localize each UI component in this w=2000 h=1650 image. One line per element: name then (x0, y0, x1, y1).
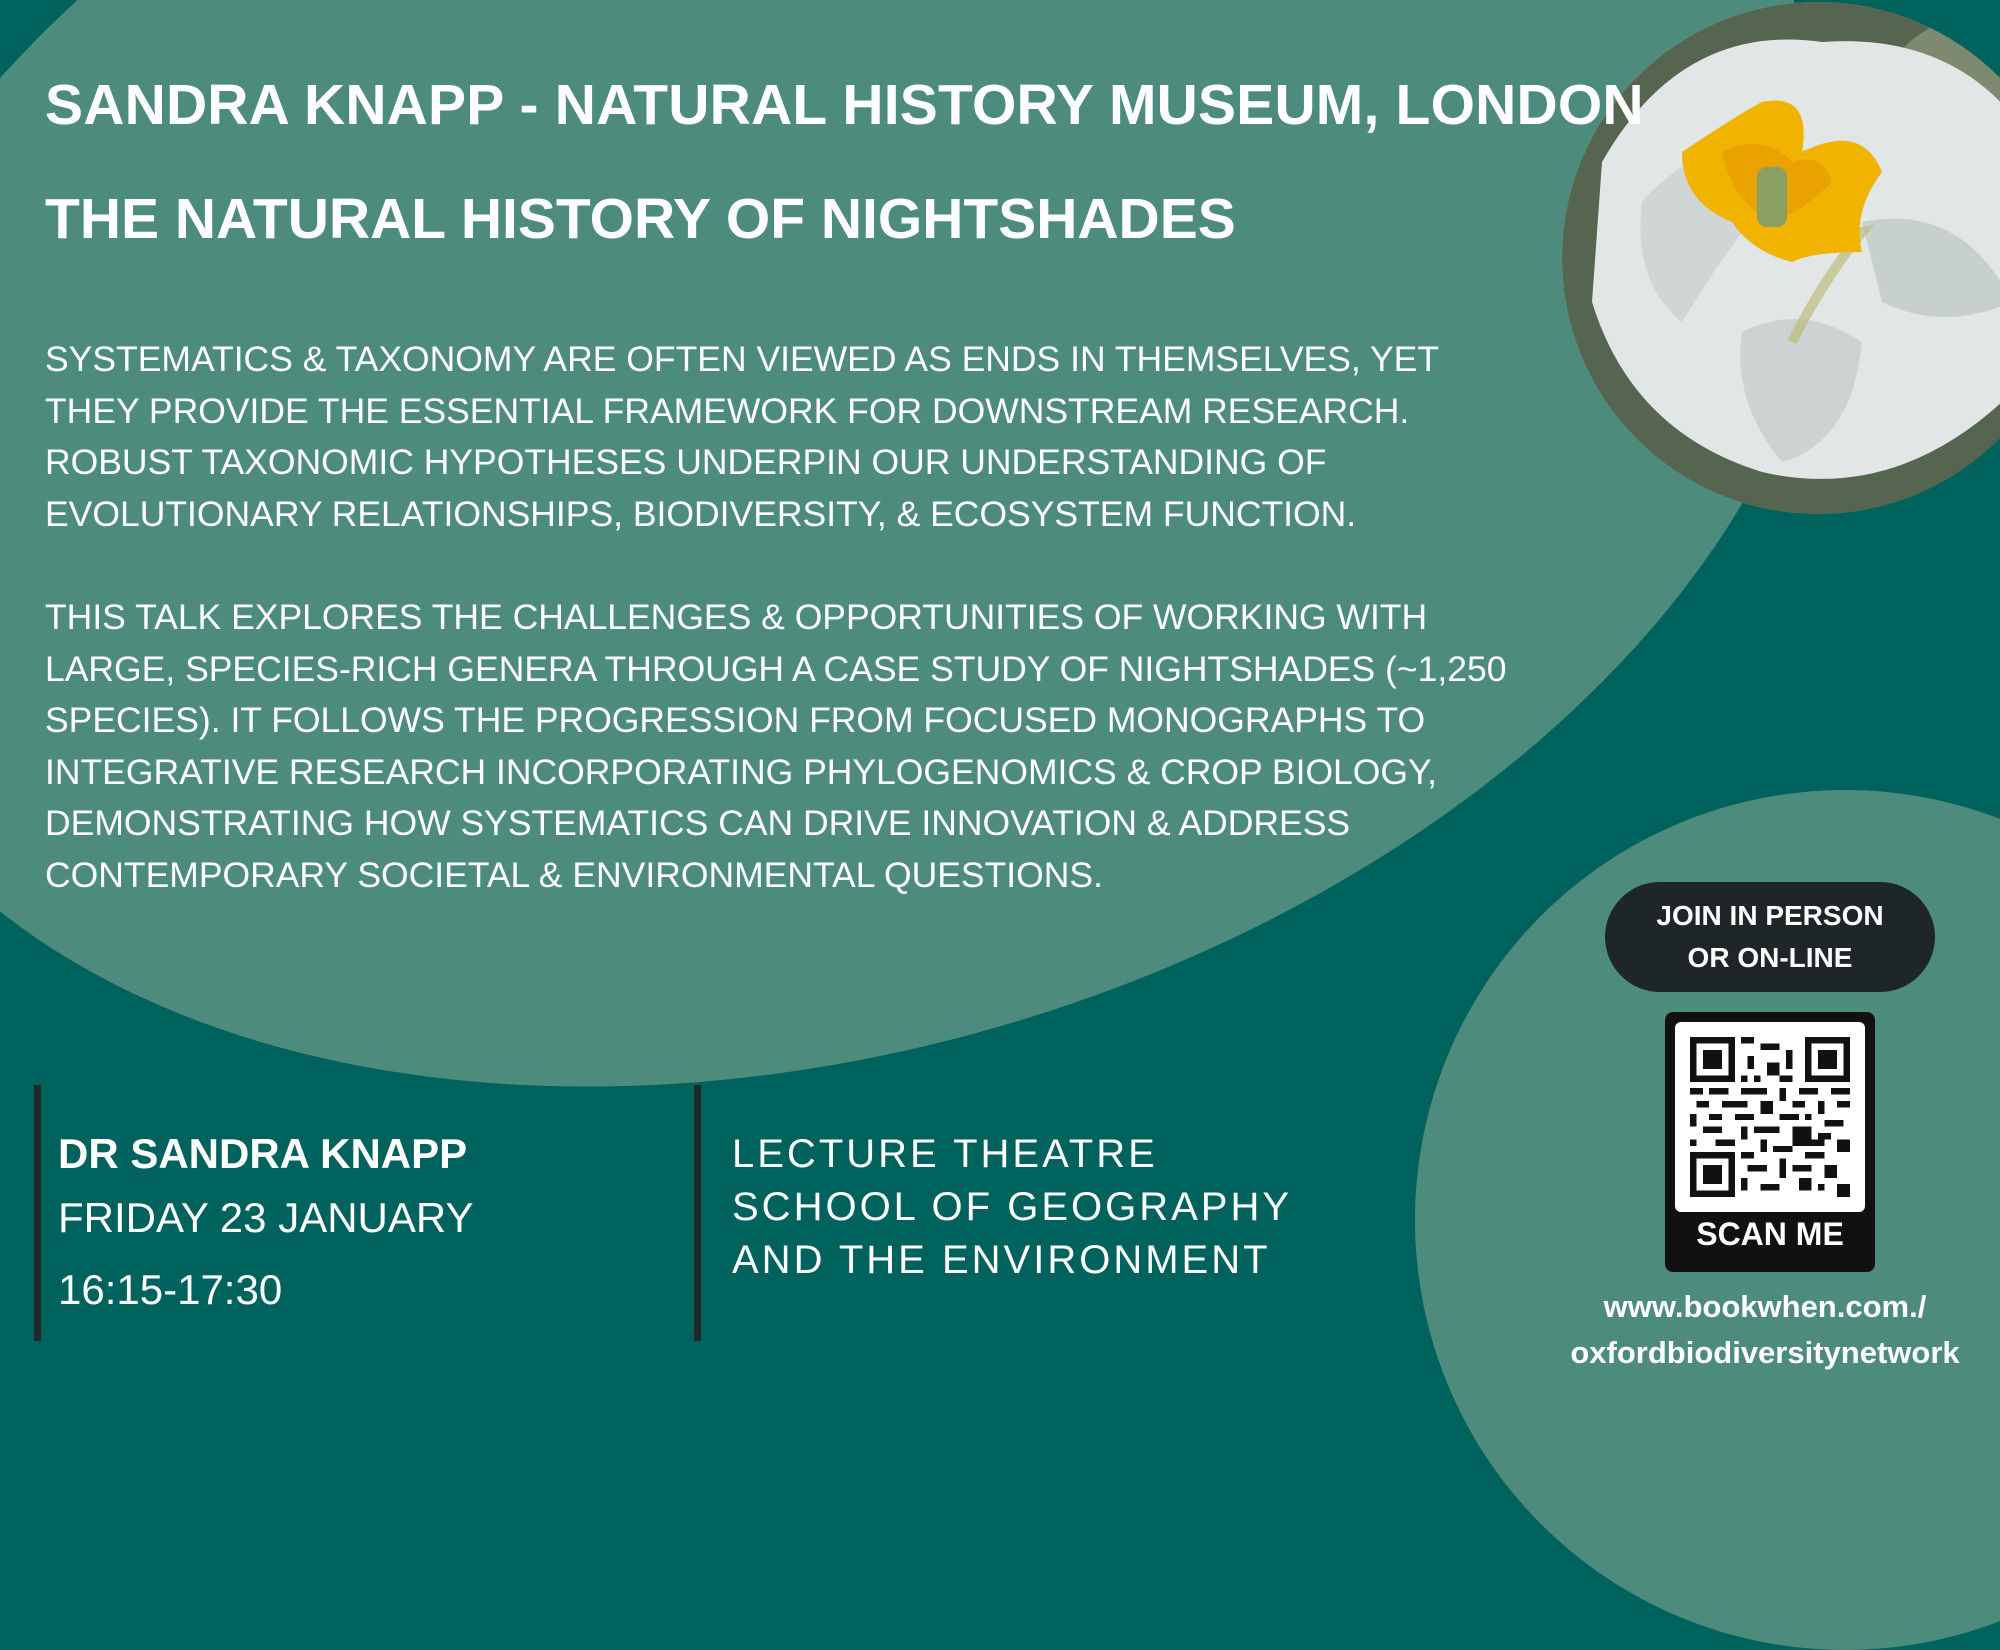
event-time: 16:15-17:30 (58, 1266, 283, 1313)
booking-url-link[interactable] (1555, 1284, 1975, 1376)
event-date: FRIDAY 23 JANUARY (58, 1194, 474, 1241)
abstract-line: THIS TALK EXPLORES THE CHALLENGES & OPPORTUNITIES OF WORKING WITH (45, 597, 1428, 637)
divider-bar-middle (694, 1085, 701, 1341)
abstract-paragraph-1 (45, 334, 1585, 540)
venue-line: LECTURE THEATRE (732, 1132, 1158, 1176)
qr-code[interactable] (1675, 1022, 1865, 1212)
abstract-paragraph-2 (45, 592, 1585, 902)
abstract-line: INTEGRATIVE RESEARCH INCORPORATING PHYLOGENOMICS & CROP BIOLOGY, (45, 751, 1437, 792)
venue-line: AND THE ENVIRONMENT (732, 1238, 1271, 1282)
abstract-line: ROBUST TAXONOMIC HYPOTHESES UNDERPIN OUR UNDERSTANDING OF (45, 442, 1327, 483)
join-line: OR ON-LINE (1687, 942, 1853, 973)
abstract-line: DEMONSTRATING HOW SYSTEMATICS CAN DRIVE INNOVATION & ADDRESS (45, 803, 1351, 844)
venue-line: SCHOOL OF GEOGRAPHY (732, 1185, 1293, 1229)
join-line: JOIN IN PERSON (1656, 900, 1884, 931)
talk-title: THE NATURAL HISTORY OF NIGHTSHADES (45, 187, 1236, 251)
scan-me-label: SCAN ME (1696, 1216, 1844, 1252)
venue-details (732, 1128, 1292, 1287)
abstract-line: SYSTEMATICS & TAXONOMY ARE OFTEN VIEWED AS ENDS IN THEMSELVES, YET (45, 339, 1440, 379)
qr-code-card[interactable] (1665, 1012, 1875, 1272)
abstract-line: EVOLUTIONARY RELATIONSHIPS, BIODIVERSITY, & ECOSYSTEM FUNCTION. (45, 493, 1357, 534)
speaker-name: DR SANDRA KNAPP (58, 1130, 468, 1177)
page-title: SANDRA KNAPP - NATURAL HISTORY MUSEUM, LONDON (45, 73, 1644, 137)
abstract-line: SPECIES). IT FOLLOWS THE PROGRESSION FROM FOCUSED MONOGRAPHS TO (45, 700, 1426, 741)
abstract-line: CONTEMPORARY SOCIETAL & ENVIRONMENTAL QUESTIONS. (45, 854, 1103, 895)
abstract-line: LARGE, SPECIES-RICH GENERA THROUGH A CASE STUDY OF NIGHTSHADES (~1,250 (45, 648, 1507, 689)
url-line[interactable]: www.bookwhen.com./ (1603, 1289, 1927, 1324)
event-details (58, 1126, 473, 1326)
abstract-line: THEY PROVIDE THE ESSENTIAL FRAMEWORK FOR DOWNSTREAM RESEARCH. (45, 390, 1410, 431)
join-badge (1605, 882, 1935, 992)
url-line[interactable]: oxfordbiodiversitynetwork (1570, 1335, 1960, 1370)
qr-code-icon (1690, 1037, 1850, 1197)
divider-bar-left (34, 1085, 41, 1341)
